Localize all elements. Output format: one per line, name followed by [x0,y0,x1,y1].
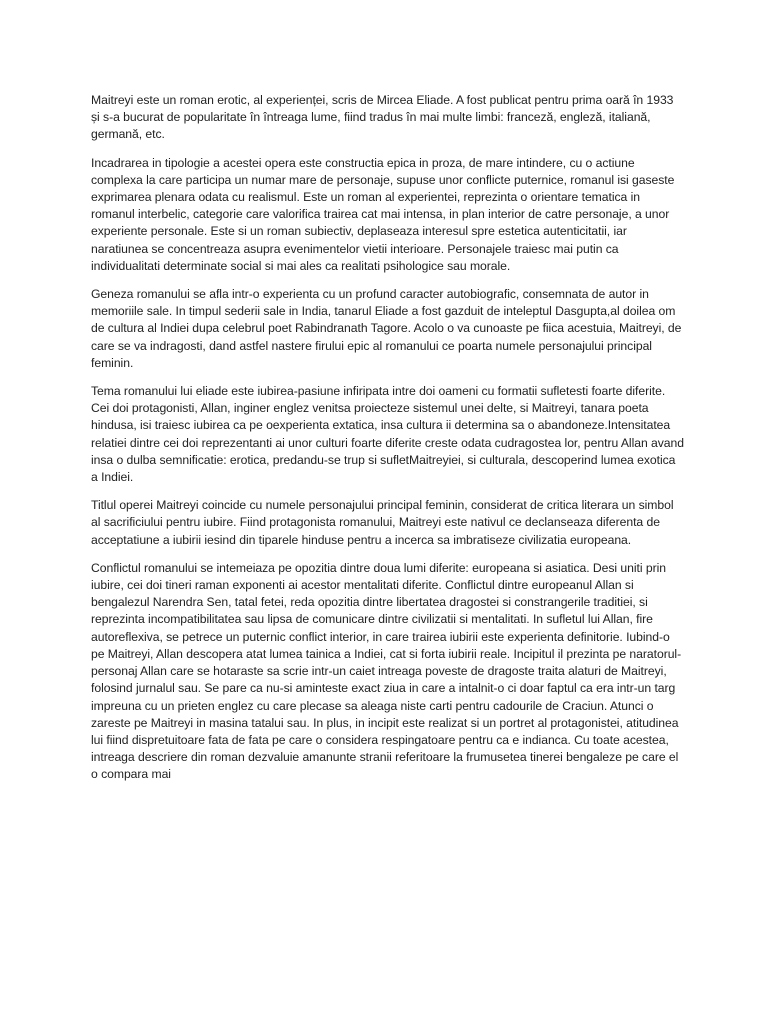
paragraph-geneza: Geneza romanului se afla intr-o experienta cu un profund caracter autobiografic, consemnata de autor in memoriile sale. In timpul sederii sale in India, tanarul Eliade a fost gazduit de inteleptul Dasgupta,al doilea om de cultura al Indiei dupa celebrul poet Rabindranath Tagore. Acolo o va cunoaste pe fiica acestuia, Maitreyi, de care se va indragosti, dand astfel nastere firului epic al romanului ce poarta numele personajului principal feminin. [91,287,682,370]
paragraph-tipologie: Incadrarea in tipologie a acestei opera este constructia epica in proza, de mare intindere, cu o actiune complexa la care participa un numar mare de personaje, supuse unor conflicte puternice, romanul isi gaseste exprimarea plenara odata cu realismul. Este un roman al experientei, reprezinta o orientare tematica in romanul interbelic, categorie care valorifica trairea cat mai intensa, in plan interior de catre personaje, a unor experiente personale. Este si un roman subiectiv, deplaseaza interesul spre estetica autenticitatii, iar naratiunea se concentreaza asupra evenimentelor vietii interioare. Personajele traiesc mai putin ca individualitati determinate social si mai ales ca realitati psihologice sau morale. [91,155,675,273]
paragraph-conflictul: Conflictul romanului se intemeiaza pe opozitia dintre doua lumi diferite: europeana si asiatica. Desi uniti prin iubire, cei doi tineri raman exponenti ai acestor mentalitati diferite. Conflictul dintre europeanul Allan si bengalezul Narendra Sen, tatal fetei, reda opozitia dintre libertatea dragostei si constrangerile traditiei, si reprezinta incompatibilitatea sau lipsa de comunicare dintre civilizatii si mentalitati. In sufletul lui Allan, fire autoreflexiva, se petrece un puternic conflict interior, in care trairea iubirii este experienta definitorie. Iubind-o pe Maitreyi, Allan descopera atat lumea tainica a Indiei, cat si forta iubirii reale. Incipitul il prezinta pe naratorul-personaj Allan care se hotaraste sa scrie intr-un caiet intreaga poveste de dragoste traita alaturi de Maitreyi, folosind jurnalul sau. Se pare ca nu-si aminteste exact ziua in care a intalnit-o ci doar faptul ca era intr-un targ impreuna cu un prieten englez cu care plecase sa aleaga niste carti pentru cadourile de Craciun. Atunci o zareste pe Maitreyi in masina tatalui sau. In plus, in incipit este realizat si un portret al protagonistei, atitudinea lui fiind dispretuitoare fata de fata pe care o considera respingatoare pentru ca e indianca. Cu toate acestea, intreaga descriere din roman dezvaluie amanunte stranii referitoare la frumusetea tinerei bengaleze pe care el o compara mai [91,560,682,782]
paragraph-tema: Tema romanului lui eliade este iubirea-pasiune infiripata intre doi oameni cu formatii sufletesti foarte diferite. Cei doi protagonisti, Allan, inginer englez venitsa proiecteze sistemul unei delte, si Maitreyi, tanara poeta hindusa, isi traiesc iubirea ca pe oexperienta extatica, insa cultura ii determina sa o abandoneze.Intensitatea relatiei dintre cei doi reprezentanti ai unor culturi foarte diferite creste odata cudragostea lor, pentru Allan avand insa o dulba semnificatie: erotica, predandu-se trup si sufletMaitreyiei, si culturala, descoperind lumea exotica a Indiei. [91,384,684,485]
paragraph-intro: Maitreyi este un roman erotic, al experienței, scris de Mircea Eliade. A fost publicat pentru prima oară în 1933 și s-a bucurat de popularitate în întreaga lume, fiind tradus în mai multe limbi: franceză, engleză, italiană, germană, etc. [91,93,674,142]
paragraph-titlul: Titlul operei Maitreyi coincide cu numele personajului principal feminin, considerat de critica literara un simbol al sacrificiului pentru iubire. Fiind protagonista romanului, Maitreyi este nativul ce declanseaza diferenta de acceptatiune a iubirii iesind din tiparele hinduse pentru a incerca sa imbratiseze civilizatia europeana. [91,498,674,547]
document-body [91,92,685,795]
